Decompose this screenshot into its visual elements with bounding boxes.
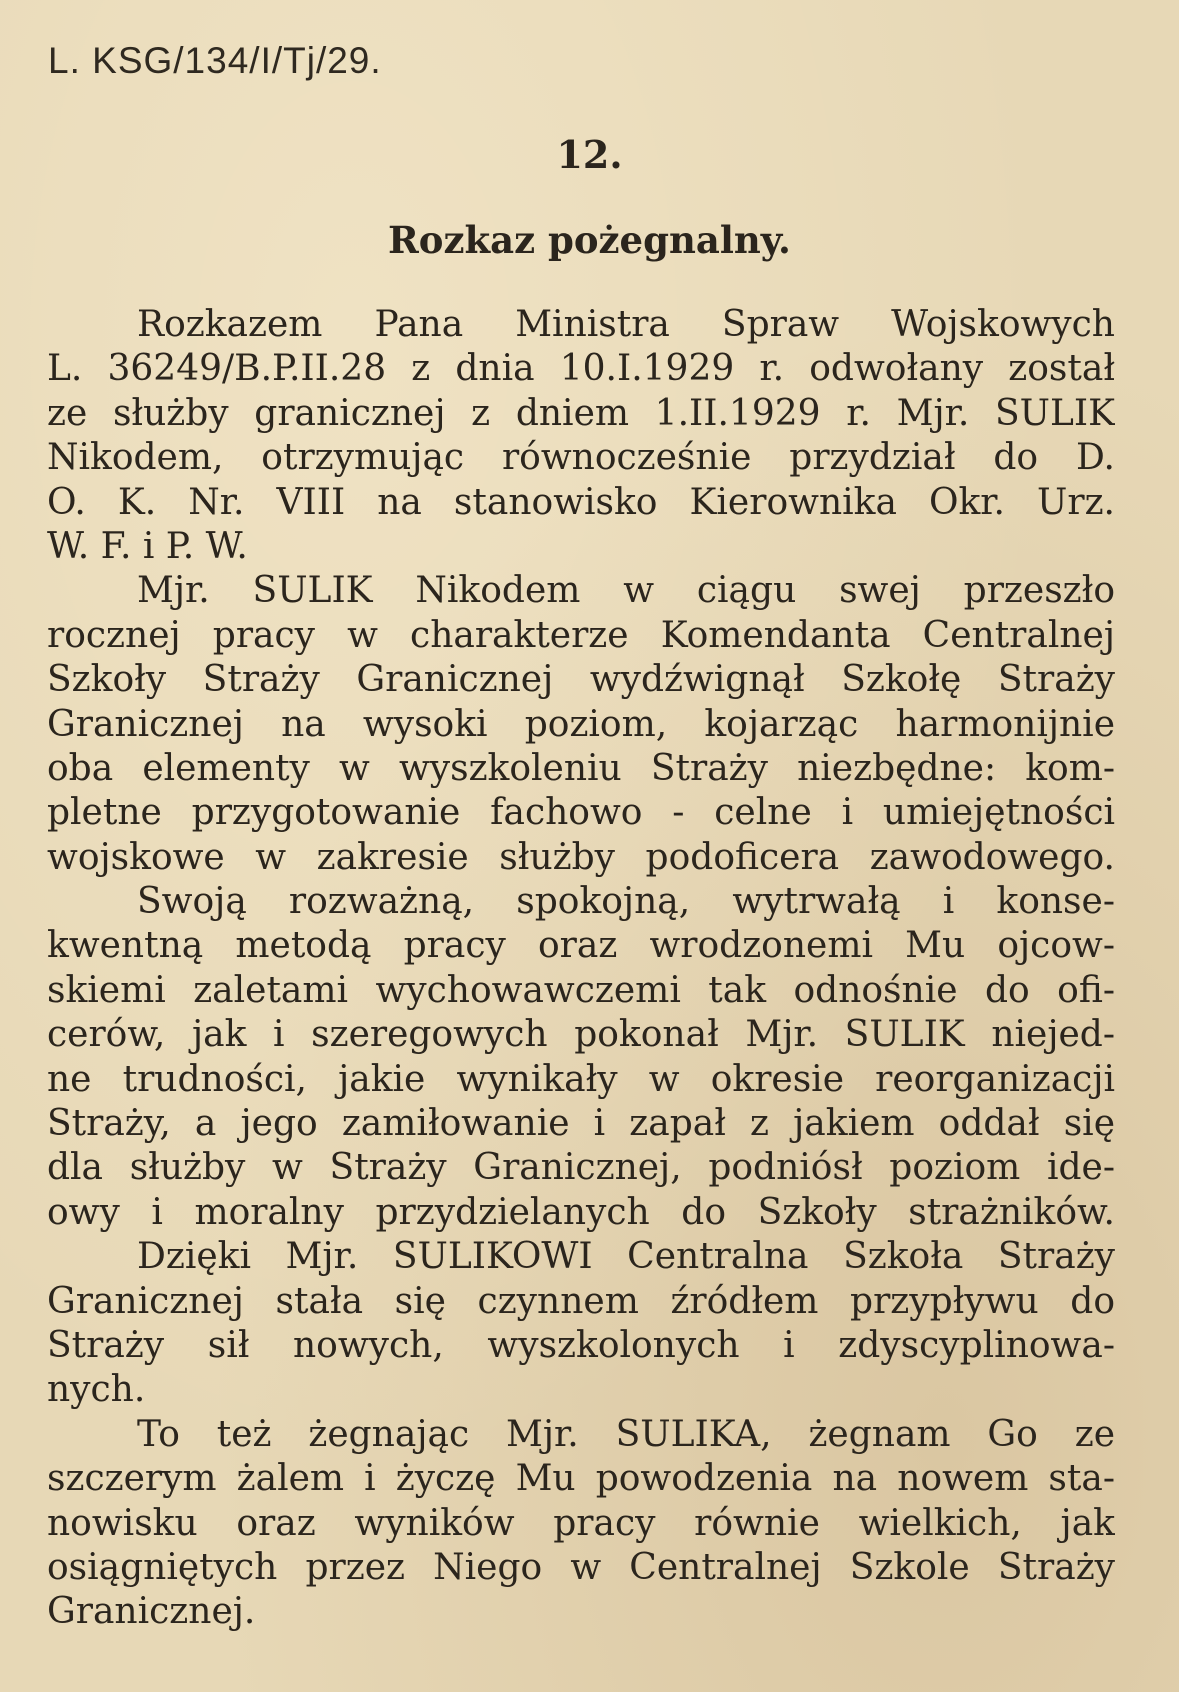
text-line: Swoją rozważną, spokojną, wytrwałą i konse- — [137, 881, 1115, 923]
text-line: szczerym żalem i życzę Mu powodzenia na nowem sta- — [47, 1458, 1115, 1500]
text-line: nych. — [47, 1369, 146, 1411]
text-line: Szkoły Straży Granicznej wydźwignął Szkołę Straży — [47, 659, 1115, 701]
text-line: Granicznej. — [47, 1591, 256, 1633]
text-line: ze służby granicznej z dniem 1.II.1929 r. Mjr. SULIK — [47, 392, 1115, 434]
text-line: To też żegnając Mjr. SULIKA, żegnam Go ze — [137, 1413, 1115, 1455]
text-line: Rozkazem Pana Ministra Spraw Wojskowych — [137, 304, 1115, 345]
text-line: wojskowe w zakresie służby podoficera zawodowego. — [47, 836, 1115, 878]
text-line: pletne przygotowanie fachowo - celne i umiejętności — [47, 792, 1115, 834]
reference-number: L. KSG/134/I/Tj/29. — [48, 40, 382, 81]
text-line: oba elementy w wyszkoleniu Straży niezbędne: kom- — [47, 747, 1115, 789]
text-line: Straży, a jego zamiłowanie i zapał z jakiem oddał się — [47, 1103, 1115, 1145]
text-line: nowisku oraz wyników pracy równie wielkich, jak — [47, 1502, 1115, 1544]
text-line: Granicznej na wysoki poziom, kojarząc harmonijnie — [47, 703, 1115, 745]
text-line: Dzięki Mjr. SULIKOWI Centralna Szkoła Straży — [137, 1236, 1115, 1278]
text-line: L. 36249/B.P.II.28 z dnia 10.I.1929 r. odwołany został — [47, 348, 1115, 390]
text-line: Granicznej stała się czynnem źródłem przypływu do — [47, 1280, 1115, 1322]
text-line: ne trudności, jakie wynikały w okresie reorganizacji — [47, 1058, 1115, 1100]
body-text — [47, 303, 1115, 1635]
text-line: Straży sił nowych, wyszkolonych i zdyscyplinowa- — [47, 1324, 1115, 1366]
document-title: Rozkaz pożegnalny. — [388, 218, 791, 262]
text-line: W. F. i P. W. — [47, 525, 248, 567]
text-line: O. K. Nr. VIII na stanowisko Kierownika Okr. Urz. — [47, 481, 1115, 523]
text-line: cerów, jak i szeregowych pokonał Mjr. SULIK niejed- — [47, 1014, 1115, 1056]
text-line: owy i moralny przydzielanych do Szkoły strażników. — [47, 1191, 1115, 1233]
text-line: rocznej pracy w charakterze Komendanta Centralnej — [47, 614, 1115, 656]
text-line: Nikodem, otrzymując równocześnie przydział do D. — [47, 437, 1115, 479]
text-line: osiągniętych przez Niego w Centralnej Szkole Straży — [47, 1546, 1115, 1588]
text-line: kwentną metodą pracy oraz wrodzonemi Mu ojcow- — [47, 925, 1115, 967]
text-line: dla służby w Straży Granicznej, podniósł poziom ide- — [47, 1147, 1115, 1189]
text-line: Mjr. SULIK Nikodem w ciągu swej przeszło — [137, 570, 1115, 612]
order-number: 12. — [556, 132, 623, 177]
text-line: skiemi zaletami wychowawczemi tak odnośnie do ofi- — [47, 969, 1115, 1011]
